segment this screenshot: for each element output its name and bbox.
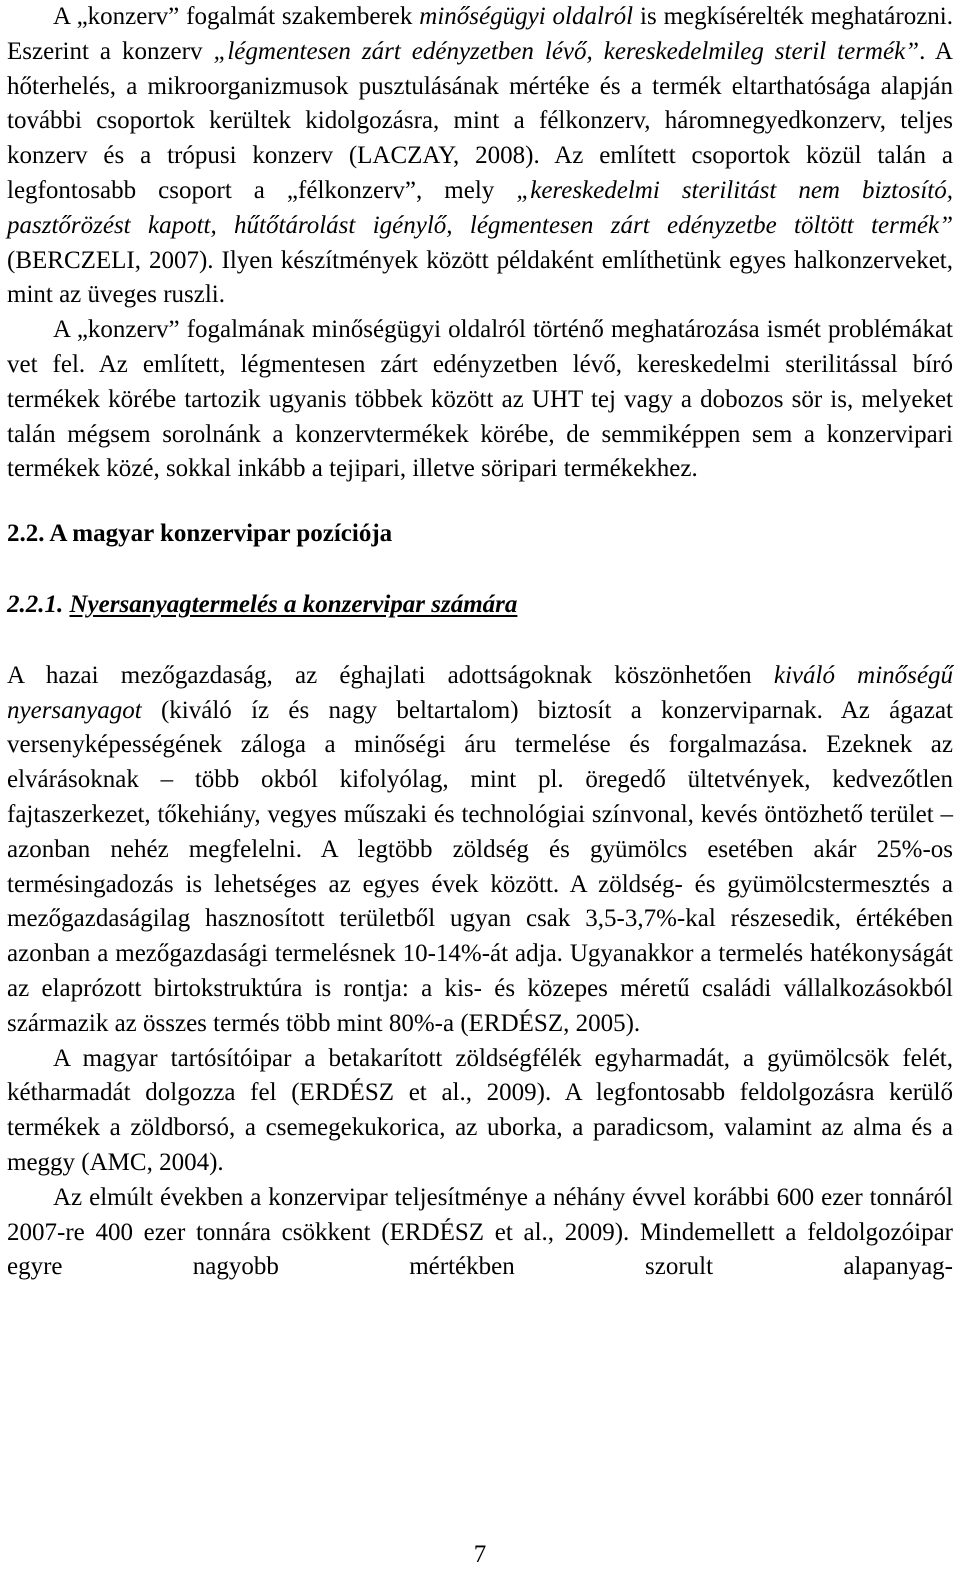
- text-run: A hazai mezőgazdaság, az éghajlati adottságoknak köszönhetően: [7, 661, 774, 689]
- document-page: [7, 0, 953, 1285]
- paragraph-processing-share: [7, 1042, 953, 1181]
- italic-text-run: „kereskedelmi sterilitást nem biztosító, pasztőrözést kapott, hűtőtárolást igénylő, légmentesen zárt edényzetbe töltött termék”: [7, 176, 953, 239]
- text-run: is megkísérelték meghatározni. Eszerint a konzerv: [7, 3, 953, 65]
- paragraph-industry-output: [7, 1181, 953, 1285]
- paragraph-raw-material-production: [7, 659, 953, 1042]
- section-heading: 2.2. A magyar konzervipar pozíciója: [7, 520, 393, 548]
- text-run: (kiváló íz és nagy beltartalom) biztosít a konzerviparnak. Az ágazat versenyképességének záloga a minőségi áru termelése és forgalmazása. Ezeknek az elvárásoknak – több okból kifolyólag, mint pl. öregedő ültetvények, kedvezőtlen fajtaszerkezet, tőkehiány, vegyes műszaki és technológiai színvonal, kevés öntözhető terület – azonban nehéz megfelelni. A legtöbb zöldség és gyümölcs esetében akár 25%-os termésingadozás is lehetséges az egyes évek között. A zöldség- és gyümölcstermesztés a mezőgazdaságilag hasznosított területből ugyan csak 3,5-3,7%-kal részesedik, értékében azonban a mezőgazdasági termelésnek 10-14%-át adja. Ugyanakkor a termelés hatékonyságát az elaprózott birtokstruktúra is rontja: a kis- és közepes méretű családi vállalkozásokból származik az összes termés több mint 80%-a (ERDÉSZ, 2005).: [7, 696, 953, 1037]
- subsection-number: 2.2.1.: [7, 590, 64, 618]
- italic-text-run: „légmentesen zárt edényzetben lévő, kereskedelmileg steril termék”: [213, 37, 920, 65]
- italic-text-run: minőségügyi oldalról: [419, 3, 634, 30]
- subsection-title: Nyersanyagtermelés a konzervipar számára: [69, 590, 518, 618]
- text-run: Az elmúlt években a konzervipar teljesítménye a néhány évvel korábbi 600 ezer tonnáról 2007-re 400 ezer tonnára csökkent (ERDÉSZ et al., 2009). Mindemellett a feldolgozóipar egyre nagyobb mértékben szorult alapanyag-: [7, 1183, 953, 1281]
- text-run: . A hőterhelés, a mikroorganizmusok pusztulásának mértéke és a termék eltarthatósága alapján további csoportok kerültek kidolgozásra, mint a félkonzerv, háromnegyedkonzerv, teljes konzerv és a trópusi konzerv (LACZAY, 2008). Az említett csoportok közül talán a legfontosabb csoport a „félkonzerv”, mely: [7, 37, 953, 204]
- text-run: A magyar tartósítóipar a betakarított zöldségfélék egyharmadát, a gyümölcsök felét, kétharmadát dolgozza fel (ERDÉSZ et al., 2009). A legfontosabb feldolgozásra kerülő termékek a zöldborsó, a csemegekukorica, az uborka, a paradicsom, valamint az alma és a meggy (AMC, 2004).: [7, 1044, 953, 1176]
- subsection-heading: [7, 588, 953, 623]
- paragraph-konzerv-quality-problems: [7, 313, 953, 487]
- text-run: (BERCZELI, 2007). Ilyen készítmények között példaként említhetünk egyes halkonzerveket, mint az üveges ruszli.: [7, 246, 953, 309]
- italic-text-run: kiváló minőségű nyersanyagot: [7, 661, 953, 724]
- paragraph-konzerv-definition: [7, 0, 953, 313]
- page-number: 7: [473, 1541, 487, 1568]
- text-run: A „konzerv” fogalmának minőségügyi oldalról történő meghatározása ismét problémákat vet fel. Az említett, légmentesen zárt edényzetben lévő, kereskedelmi sterilitással bíró termékek körébe tartozik ugyanis többek között az UHT tej vagy a dobozos sör is, melyeket talán mégsem sorolnánk a konzervtermékek körébe, de semmiképpen sem a konzervipari termékek közé, sokkal inkább a tejipari, illetve söripari termékekhez.: [7, 316, 953, 483]
- text-run: A „konzerv” fogalmát szakemberek: [53, 3, 420, 30]
